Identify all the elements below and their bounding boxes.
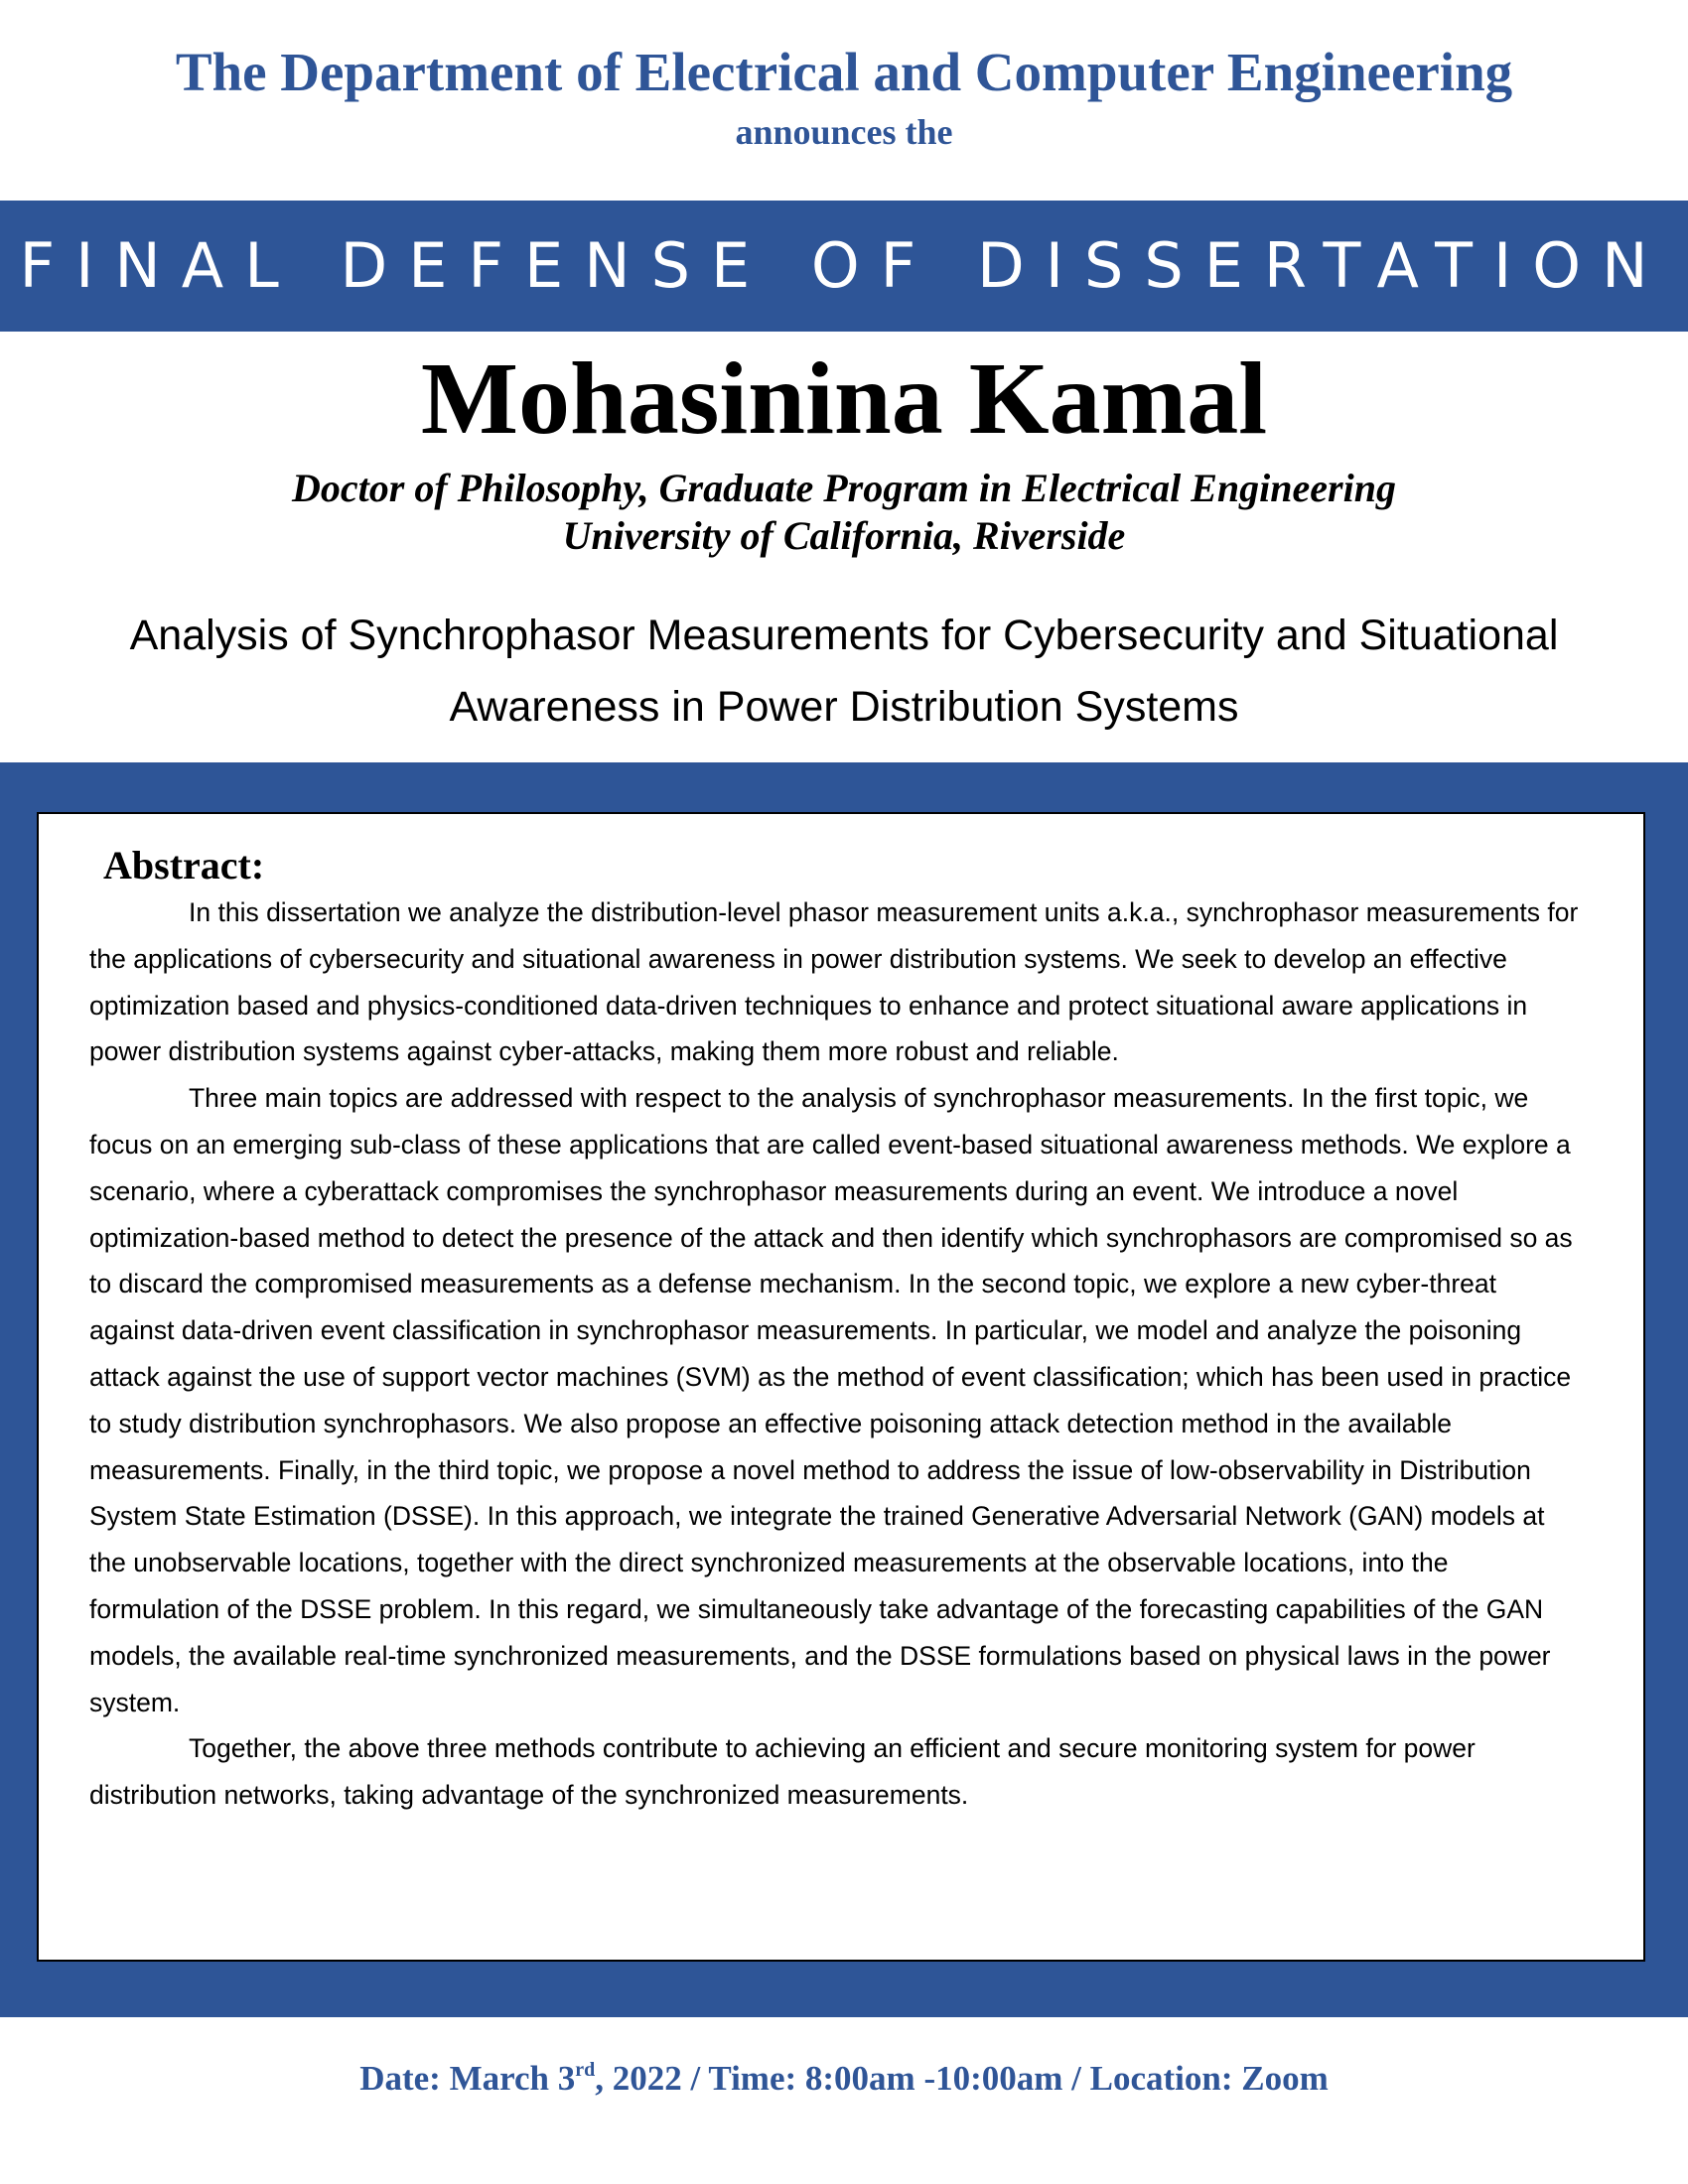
department-name: The Department of Electrical and Computer Engineering [175,42,1513,102]
event-details [0,2055,1688,2103]
event-time-location: , 2022 / Time: 8:00am -10:00am / Location: Zoom [595,2059,1329,2098]
banner-title: FINAL DEFENSE OF DISSERTATION [19,229,1669,302]
abstract-heading: Abstract: [103,843,265,887]
degree-program: Doctor of Philosophy, Graduate Program in Electrical Engineering [292,466,1396,510]
abstract-body [89,889,1579,1819]
event-date-label: Date: March 3 [359,2059,576,2098]
abstract-paragraph: In this dissertation we analyze the distribution-level phasor measurement units a.k.a., synchrophasor measurements for the applications of cybersecurity and situational awareness in power distribution systems. We seek to develop an effective optimization based and physics-conditioned data-driven techniques to enhance and protect situational aware applications in power distribution systems against cyber-attacks, making them more robust and reliable. [89,897,1579,1067]
candidate-name: Mohasinina Kamal [420,341,1268,456]
abstract-paragraph: Together, the above three methods contribute to achieving an efficient and secure monitoring system for power distribution networks, taking advantage of the synchronized measurements. [89,1733,1476,1811]
dissertation-title: Analysis of Synchrophasor Measurements for Cybersecurity and Situational Awareness in Power Distribution Systems [129,612,1559,731]
abstract-paragraph: Three main topics are addressed with respect to the analysis of synchrophasor measurements. In the first topic, we focus on an emerging sub-class of these applications that are called event-based situational awareness methods. We explore a scenario, where a cyberattack compromises the synchrophasor measurements during an event. We introduce a novel optimization-based method to detect the presence of the attack and then identify which synchrophasors are compromised so as to discard the compromised measurements as a defense mechanism. In the second topic, we explore a new cyber-threat against data-driven event classification in synchrophasor measurements. In particular, we model and analyze the poisoning attack against the use of support vector machines (SVM) as the method of event classification; which has been used in practice to study distribution synchrophasors. We also propose an effective poisoning attack detection method in the available measurements. Finally, in the third topic, we propose a novel method to address the issue of low-observability in Distribution System State Estimation (DSSE). In this approach, we integrate the trained Generative Adversarial Network (GAN) models at the unobservable locations, together with the direct synchronized measurements at the observable locations, into the formulation of the DSSE problem. In this regard, we simultaneously take advantage of the forecasting capabilities of the GAN models, the available real-time synchronized measurements, and the DSSE formulations based on physical laws in the power system. [89,1083,1573,1717]
university-name: University of California, Riverside [562,513,1126,558]
date-ordinal-suffix: rd [575,2059,596,2081]
announces-text: announces the [735,112,953,152]
